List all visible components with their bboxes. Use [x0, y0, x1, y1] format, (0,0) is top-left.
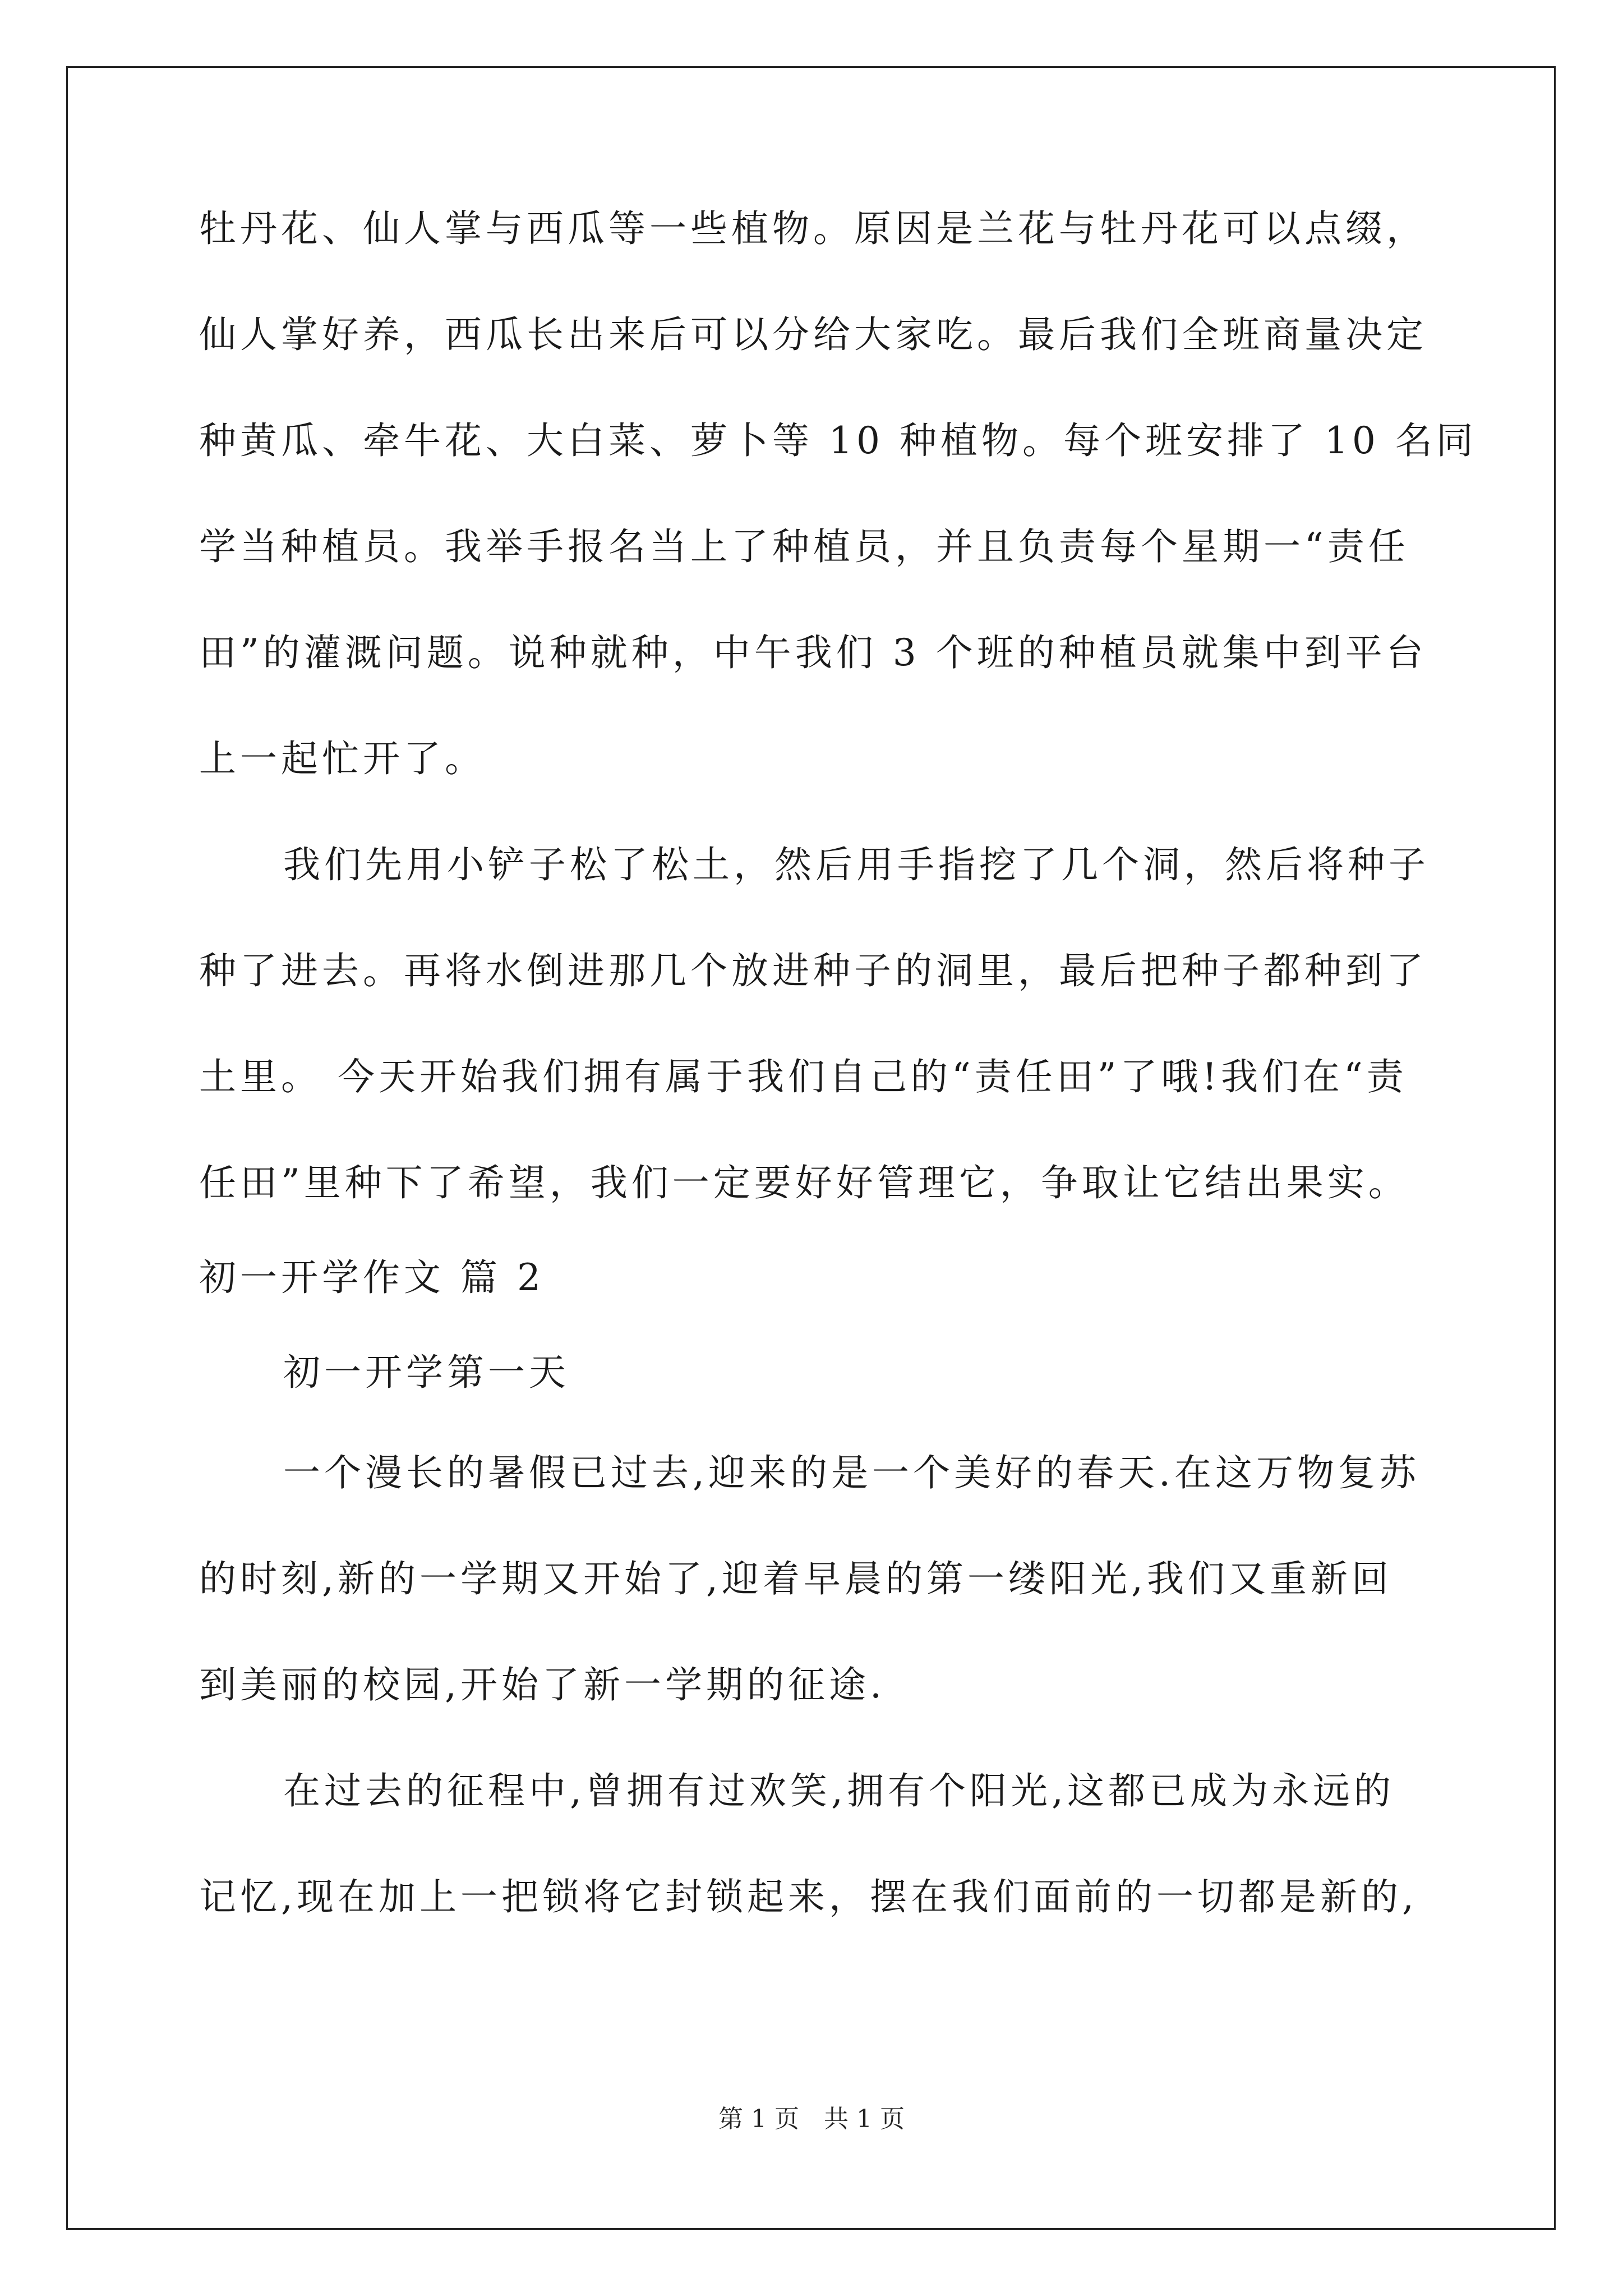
essay-title: 初一开学第一天: [283, 1351, 570, 1394]
paragraph-line: 牡丹花、仙人掌与西瓜等一些植物。原因是兰花与牡丹花可以点缀，: [199, 207, 1427, 250]
paragraph-line: 土里。 今天开始我们拥有属于我们自己的“责任田”了哦!我们在“责: [199, 1055, 1408, 1098]
paragraph-line: 上一起忙开了。: [199, 737, 486, 780]
paragraph-line: 我们先用小铲子松了松土，然后用手指挖了几个洞，然后将种子: [283, 843, 1430, 886]
paragraph-line: 记忆,现在加上一把锁将它封锁起来，摆在我们面前的一切都是新的,: [199, 1875, 1418, 1918]
page-number: 第 1 页 共 1 页: [718, 2105, 905, 2133]
paragraph-line: 一个漫长的暑假已过去,迎来的是一个美好的春天.在这万物复苏: [283, 1451, 1420, 1494]
paragraph-line: 种了进去。再将水倒进那几个放进种子的洞里，最后把种子都种到了: [199, 949, 1427, 992]
paragraph-line: 田”的灌溉问题。说种就种，中午我们 3 个班的种植员就集中到平台: [199, 631, 1427, 674]
paragraph-line: 在过去的征程中,曾拥有过欢笑,拥有个阳光,这都已成为永远的: [283, 1769, 1395, 1812]
paragraph-line: 种黄瓜、牵牛花、大白菜、萝卜等 10 种植物。每个班安排了 10 名同: [199, 419, 1477, 462]
section-heading: 初一开学作文 篇 2: [199, 1256, 545, 1299]
paragraph-line: 的时刻,新的一学期又开始了,迎着早晨的第一缕阳光,我们又重新回: [199, 1557, 1393, 1600]
paragraph-line: 仙人掌好养，西瓜长出来后可以分给大家吃。最后我们全班商量决定: [199, 313, 1427, 356]
paragraph-line: 到美丽的校园,开始了新一学期的征途.: [199, 1663, 886, 1706]
paragraph-line: 学当种植员。我举手报名当上了种植员，并且负责每个星期一“责任: [199, 525, 1409, 568]
paragraph-line: 任田”里种下了希望，我们一定要好好管理它，争取让它结出果实。: [199, 1161, 1409, 1204]
